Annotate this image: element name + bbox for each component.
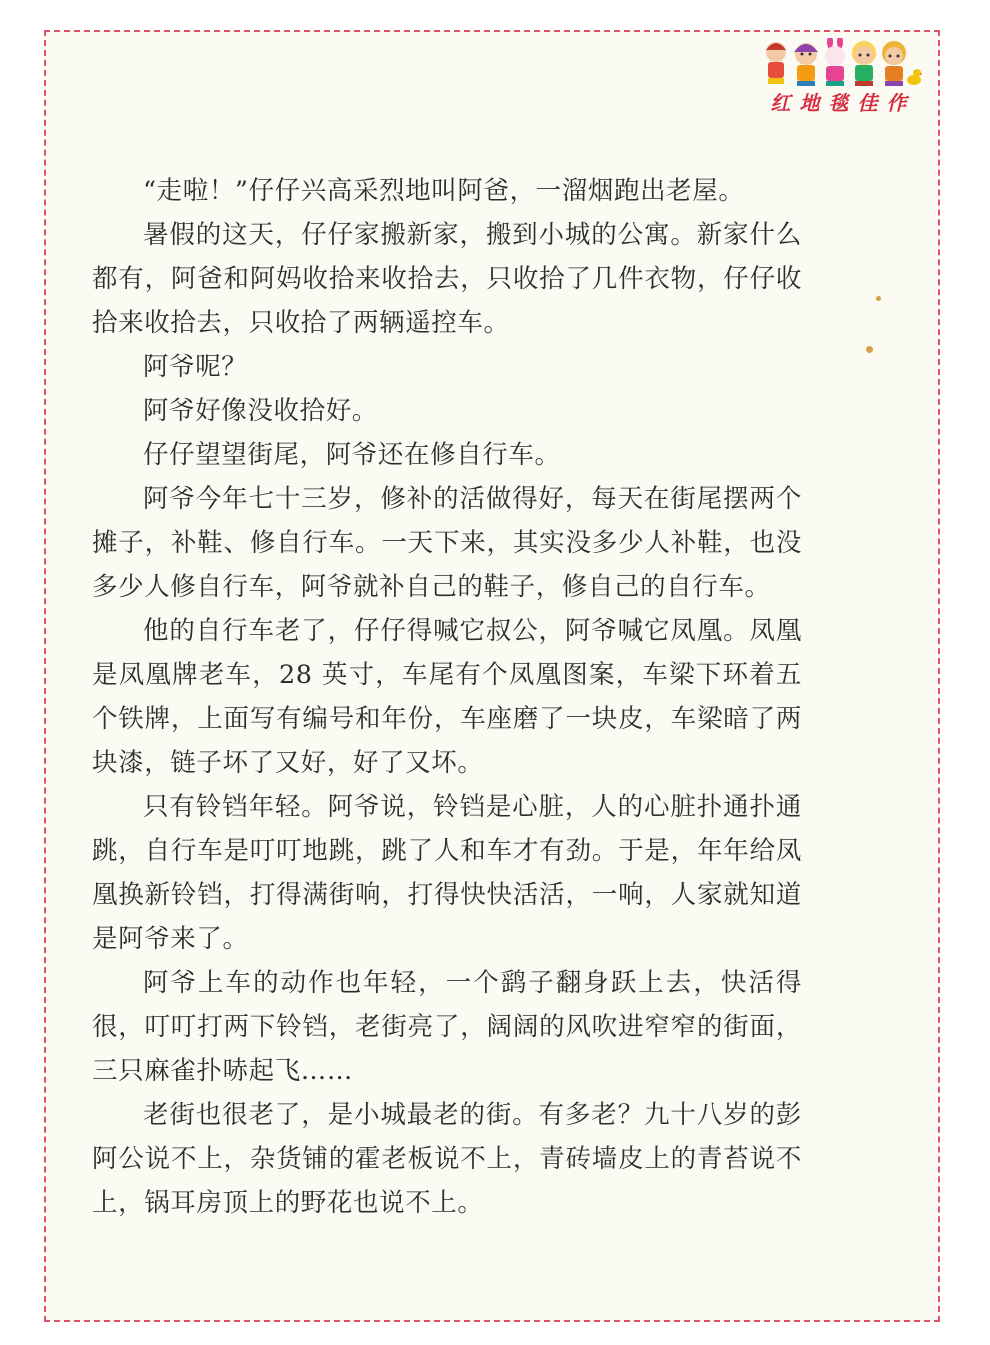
paper-speck <box>866 346 873 353</box>
paragraph: 阿爷今年七十三岁，修补的活做得好，每天在街尾摆两个摊子，补鞋、修自行车。一天下来，其实没多少人补鞋，也没多少人修自行车，阿爷就补自己的鞋子，修自己的自行车。 <box>92 484 802 602</box>
paragraph: 阿爷呢？ <box>143 352 248 382</box>
paragraph: 阿爷好像没收拾好。 <box>143 396 378 426</box>
cartoon-children-icon <box>764 38 922 92</box>
paragraph: 他的自行车老了，仔仔得喊它叔公，阿爷喊它凤凰。凤凰是凤凰牌老车，28 英寸，车尾有个凤凰图案，车梁下环着五个铁牌，上面写有编号和年份，车座磨了一块皮，车梁暗了两块漆，链子坏了又好，好了又坏。 <box>92 616 802 778</box>
publisher-logo <box>764 38 922 116</box>
paper-speck <box>876 296 881 301</box>
logo-text: 红地毯佳作 <box>770 91 916 115</box>
paragraph: 只有铃铛年轻。阿爷说，铃铛是心脏，人的心脏扑通扑通跳，自行车是叮叮地跳，跳了人和车才有劲。于是，年年给凤凰换新铃铛，打得满街响，打得快快活活，一响，人家就知道是阿爷来了。 <box>92 792 802 954</box>
book-page <box>44 30 940 1322</box>
paragraph: 阿爷上车的动作也年轻，一个鹞子翻身跃上去，快活得很，叮叮打两下铃铛，老街亮了，阔阔的风吹进窄窄的街面，三只麻雀扑哧起飞…… <box>92 968 802 1086</box>
paragraph: 仔仔望望街尾，阿爷还在修自行车。 <box>143 440 561 470</box>
paragraph: 暑假的这天，仔仔家搬新家，搬到小城的公寓。新家什么都有，阿爸和阿妈收拾来收拾去，只收拾了几件衣物，仔仔收拾来收拾去，只收拾了两辆遥控车。 <box>92 220 802 338</box>
paragraph: “走啦！”仔仔兴高采烈地叫阿爸，一溜烟跑出老屋。 <box>143 176 745 206</box>
paragraph: 老街也很老了，是小城最老的街。有多老？九十八岁的彭阿公说不上，杂货铺的霍老板说不上，青砖墙皮上的青苔说不上，锅耳房顶上的野花也说不上。 <box>92 1100 802 1218</box>
story-text <box>92 169 802 1225</box>
